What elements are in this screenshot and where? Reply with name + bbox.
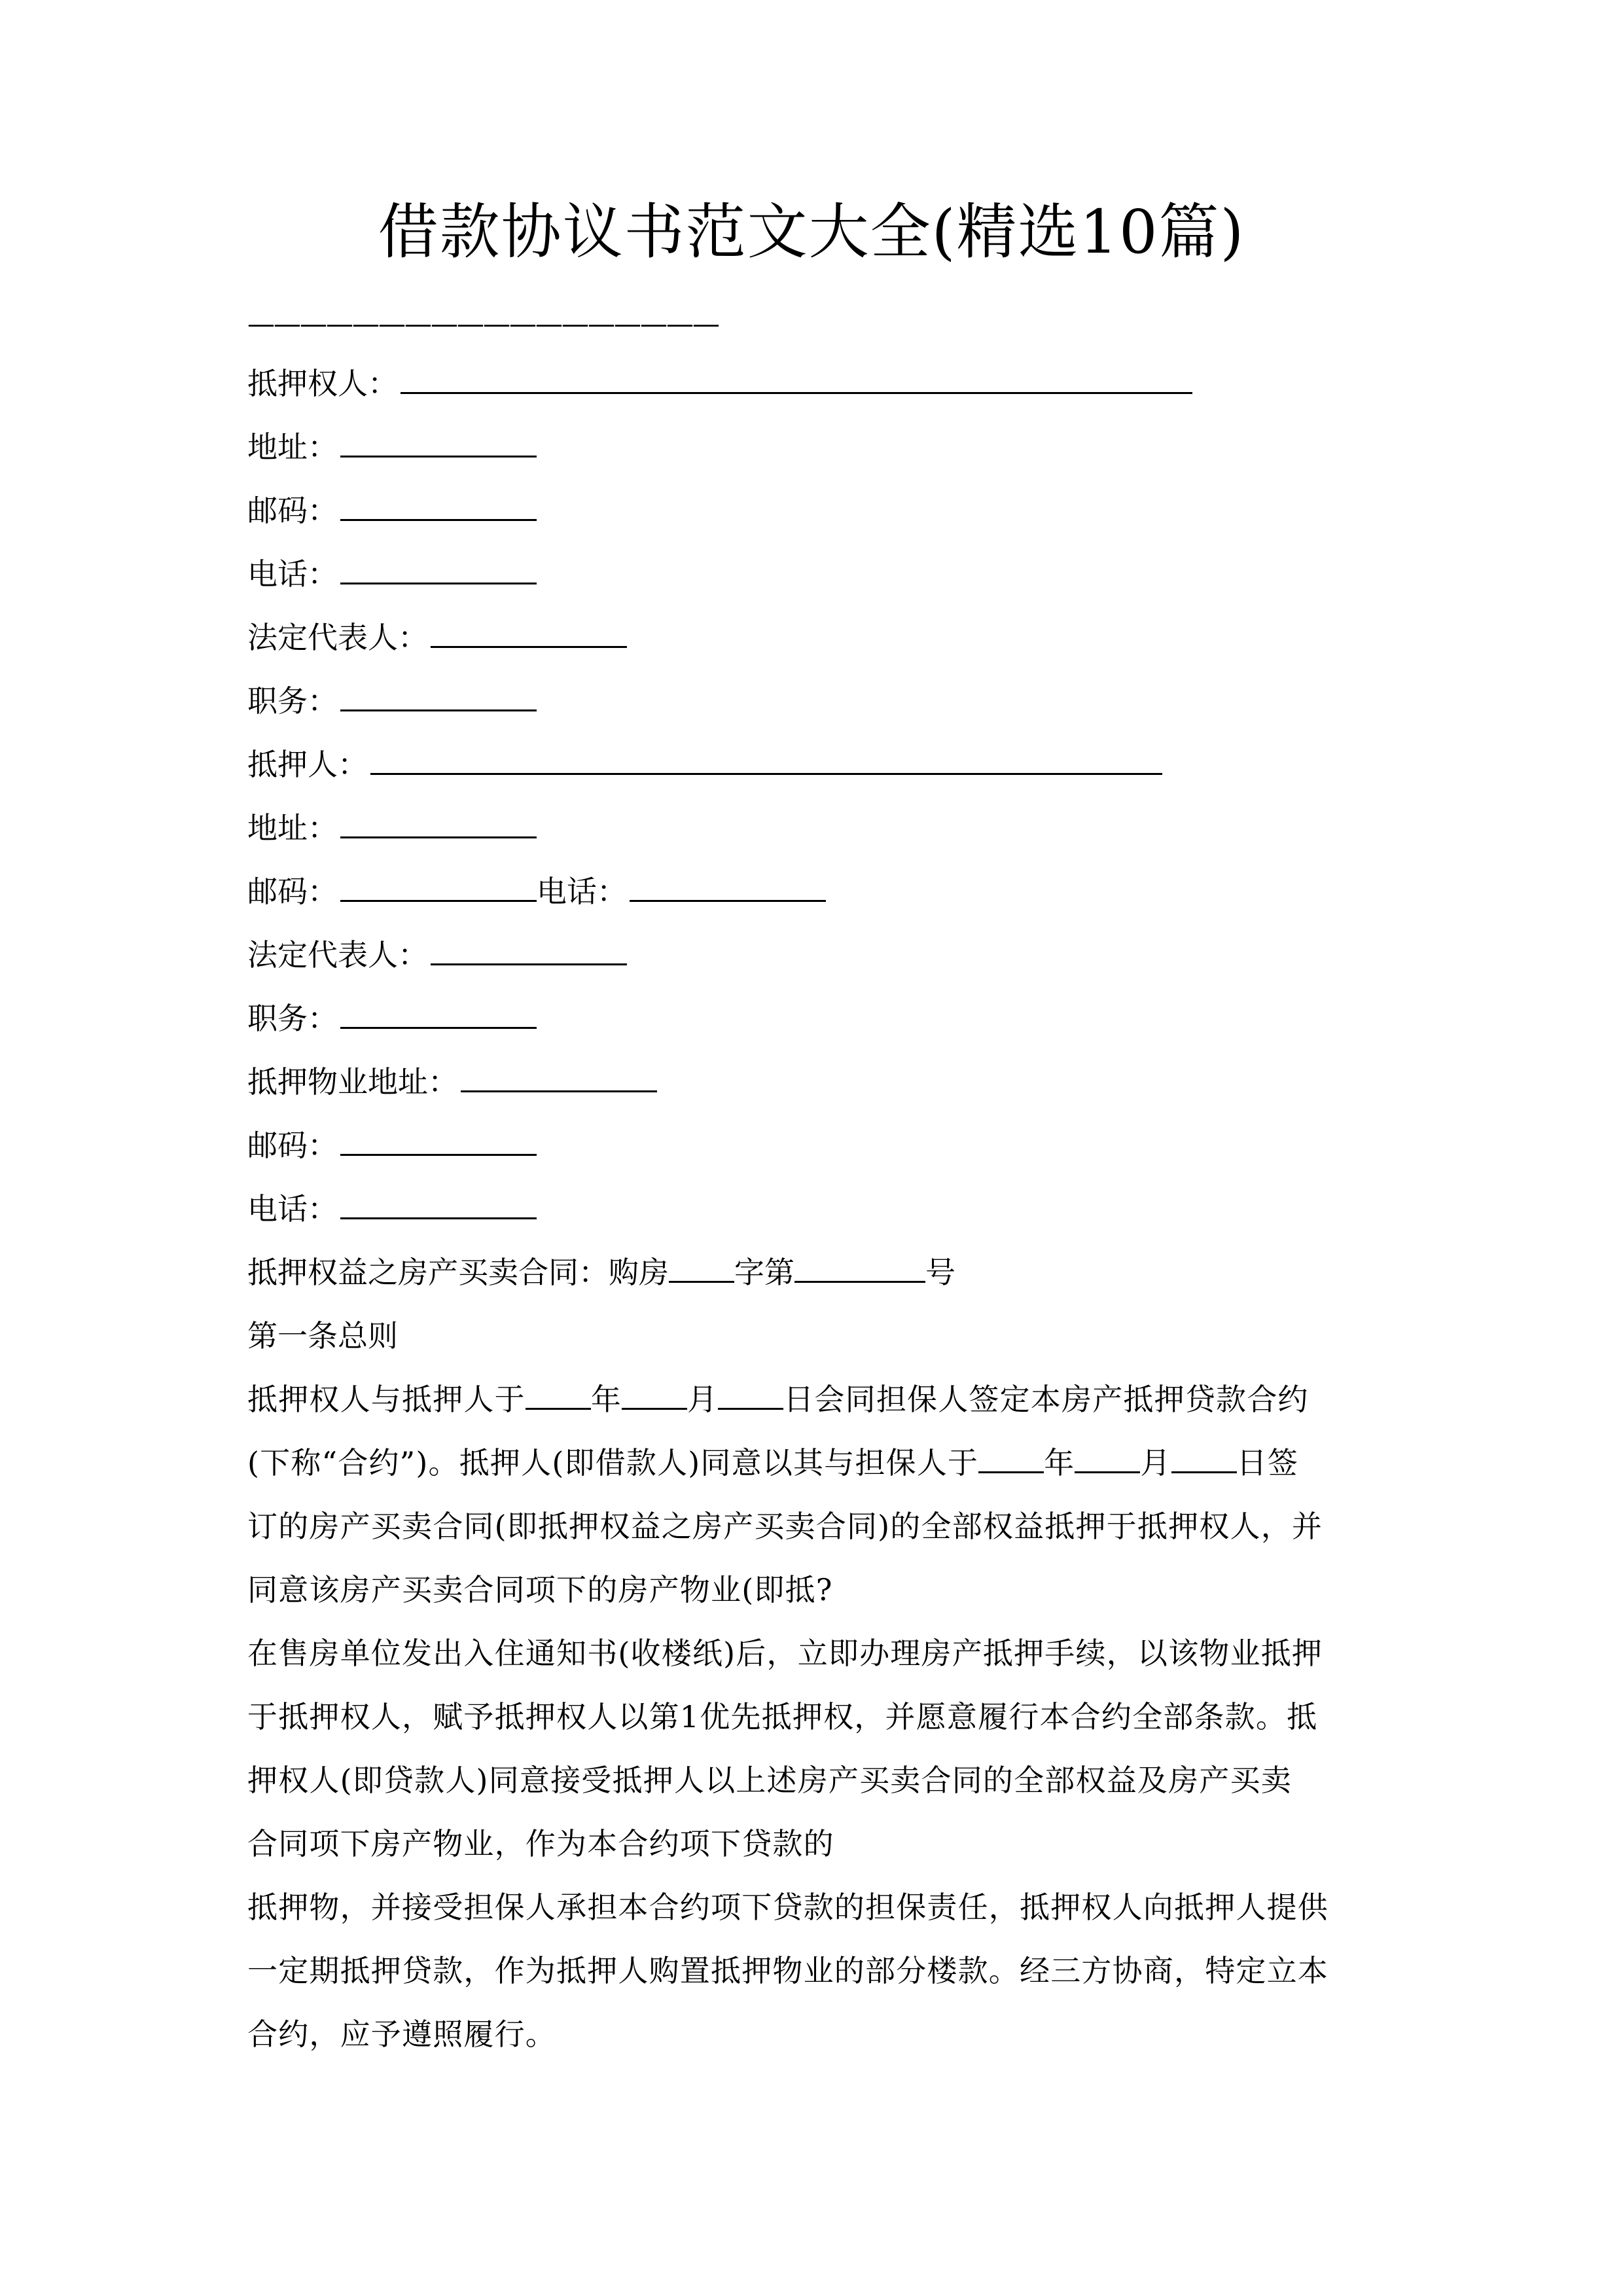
title-separator: ——————————————————: [247, 308, 719, 340]
paragraph-line: 一定期抵押贷款，作为抵押人购置抵押物业的部分楼款。经三方协商，特定立本: [247, 1953, 1329, 1988]
paragraph-3: [247, 1876, 1386, 2066]
field-postcode-3: [247, 1114, 1386, 1177]
fill-blank[interactable]: [370, 747, 1162, 775]
contract-ref-prefix: 抵押权益之房产买卖合同：购房: [247, 1255, 669, 1290]
field-legal-rep: [247, 606, 1386, 670]
fill-blank[interactable]: [622, 1382, 687, 1410]
fill-blank[interactable]: [340, 1001, 537, 1029]
fill-blank[interactable]: [461, 1064, 657, 1092]
fill-blank[interactable]: [1075, 1445, 1140, 1473]
field-label: 电话：: [247, 556, 338, 592]
field-position: [247, 670, 1386, 733]
document-title: 借款协议书范文大全(精选10篇): [378, 197, 1245, 267]
fill-blank[interactable]: [431, 620, 627, 648]
text-run: 日会同担保人签定本房产抵押贷款合约: [783, 1382, 1309, 1417]
text-run: 年: [590, 1382, 622, 1417]
paragraph-line: 抵押物，并接受担保人承担本合约项下贷款的担保责任，抵押权人向抵押人提供: [247, 1890, 1329, 1925]
field-label: 邮码：: [247, 874, 338, 909]
fill-blank[interactable]: [978, 1445, 1044, 1473]
contract-ref-suffix: 号: [925, 1255, 955, 1290]
fill-blank[interactable]: [1171, 1445, 1237, 1473]
text-run: (下称“合约”)。抵押人(即借款人)同意以其与担保人于: [247, 1445, 979, 1480]
field-label: 职务：: [247, 683, 338, 719]
paragraph-2: [247, 1622, 1386, 1876]
field-mortgagor: [247, 733, 1386, 797]
field-label: 电话：: [247, 1191, 338, 1227]
field-label: 法定代表人：: [247, 620, 428, 655]
field-mortgagee: [247, 352, 1386, 416]
fill-blank[interactable]: [340, 810, 537, 838]
field-postcode: [247, 479, 1386, 543]
fill-blank[interactable]: [340, 1191, 537, 1219]
field-phone: [247, 543, 1386, 606]
contract-reference: [247, 1241, 1386, 1304]
paragraph-line: 合同项下房产物业，作为本合约项下贷款的: [247, 1826, 834, 1861]
field-label: 法定代表人：: [247, 937, 428, 973]
document-body: [247, 352, 1386, 2066]
paragraph-1: [247, 1368, 1386, 1622]
text-run: 月: [1140, 1445, 1171, 1480]
field-postcode-phone: [247, 860, 1386, 924]
paragraph-line: [247, 1368, 1386, 1431]
field-label: 抵押权人：: [247, 366, 398, 401]
field-label: 抵押人：: [247, 747, 368, 782]
fill-blank[interactable]: [718, 1382, 783, 1410]
fill-blank[interactable]: [401, 366, 1192, 394]
field-label: 抵押物业地址：: [247, 1064, 458, 1100]
field-label: 职务：: [247, 1001, 338, 1036]
text-run: 月: [687, 1382, 719, 1417]
paragraph-line: [247, 1431, 1386, 1495]
fill-blank[interactable]: [669, 1255, 734, 1283]
fill-blank[interactable]: [526, 1382, 591, 1410]
field-label: 地址：: [247, 429, 338, 465]
fill-blank[interactable]: [794, 1255, 925, 1283]
field-label: 电话：: [537, 874, 627, 909]
fill-blank[interactable]: [340, 556, 537, 584]
field-label: 邮码：: [247, 493, 338, 528]
text-run: 日签: [1236, 1445, 1299, 1480]
fill-blank[interactable]: [630, 874, 826, 902]
paragraph-line: 订的房产买卖合同(即抵押权益之房产买卖合同)的全部权益抵押于抵押权人，并: [247, 1509, 1323, 1544]
paragraph-line: 于抵押权人，赋予抵押权人以第1优先抵押权，并愿意履行本合约全部条款。抵: [247, 1699, 1318, 1734]
paragraph-line: 在售房单位发出入住通知书(收楼纸)后，立即办理房产抵押手续，以该物业抵押: [247, 1636, 1323, 1671]
text-run: 年: [1044, 1445, 1075, 1480]
field-legal-rep-2: [247, 924, 1386, 987]
field-phone-3: [247, 1177, 1386, 1241]
field-position-2: [247, 987, 1386, 1050]
section-heading: 第一条总则: [247, 1318, 398, 1354]
field-address: [247, 416, 1386, 479]
contract-ref-mid: 字第: [734, 1255, 794, 1290]
fill-blank[interactable]: [340, 683, 537, 711]
fill-blank[interactable]: [340, 429, 537, 457]
fill-blank[interactable]: [431, 937, 627, 965]
fill-blank[interactable]: [340, 874, 537, 902]
field-label: 地址：: [247, 810, 338, 846]
fill-blank[interactable]: [340, 1128, 537, 1156]
fill-blank[interactable]: [340, 493, 537, 521]
text-run: 抵押权人与抵押人于: [247, 1382, 526, 1417]
field-address-2: [247, 797, 1386, 860]
field-label: 邮码：: [247, 1128, 338, 1163]
paragraph-line: 押权人(即贷款人)同意接受抵押人以上述房产买卖合同的全部权益及房产买卖: [247, 1763, 1292, 1798]
field-property-address: [247, 1050, 1386, 1114]
paragraph-line: 合约，应予遵照履行。: [247, 2017, 556, 2052]
paragraph-line: 同意该房产买卖合同项下的房产物业(即抵?: [247, 1572, 833, 1607]
